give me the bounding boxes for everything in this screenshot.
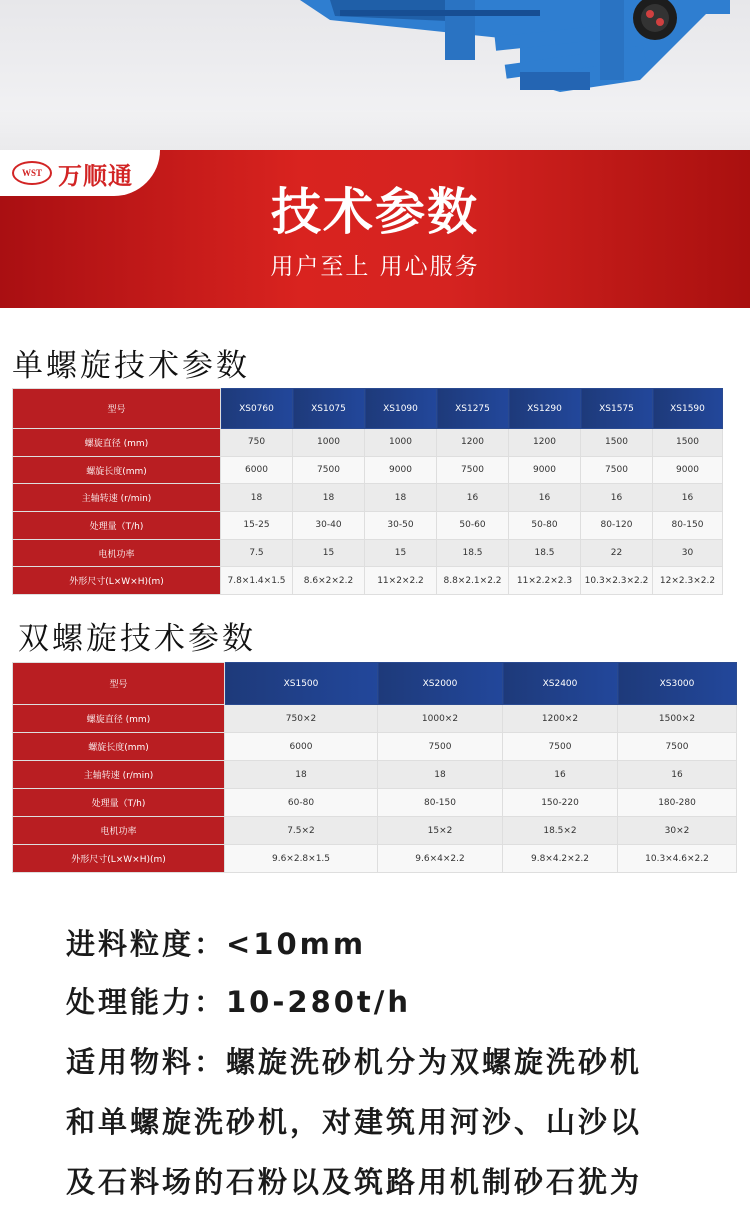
row-label-cell: 电机功率 bbox=[13, 817, 225, 845]
banner-title: 技术参数 bbox=[271, 183, 479, 241]
value-cell: 7500 bbox=[437, 456, 509, 484]
model-header-cell: XS2000 bbox=[378, 663, 503, 705]
value-cell: 10.3×2.3×2.2 bbox=[581, 567, 653, 595]
feed-size: 进料粒度：<10mm bbox=[66, 927, 367, 961]
row-label-cell: 处理量（T/h) bbox=[13, 512, 221, 540]
value-cell: 7.5×2 bbox=[225, 817, 378, 845]
table-row bbox=[13, 789, 737, 817]
machine-photo bbox=[0, 0, 750, 150]
value-cell: 9.6×4×2.2 bbox=[378, 845, 503, 873]
value-cell: 7.8×1.4×1.5 bbox=[221, 567, 293, 595]
table-row bbox=[13, 539, 723, 567]
value-cell: 18.5 bbox=[509, 539, 581, 567]
value-cell: 1500×2 bbox=[618, 705, 737, 733]
value-cell: 7500 bbox=[503, 733, 618, 761]
value-cell: 1200 bbox=[437, 429, 509, 457]
value-cell: 6000 bbox=[221, 456, 293, 484]
table-row bbox=[13, 705, 737, 733]
table-row bbox=[13, 817, 737, 845]
value-cell: 16 bbox=[437, 484, 509, 512]
brand-mark-icon: WST bbox=[12, 161, 52, 185]
model-header-cell: XS1275 bbox=[437, 389, 509, 429]
value-cell: 180-280 bbox=[618, 789, 737, 817]
value-cell: 80-120 bbox=[581, 512, 653, 540]
row-label-cell: 处理量（T/h) bbox=[13, 789, 225, 817]
value-cell: 11×2×2.2 bbox=[365, 567, 437, 595]
value-cell: 1500 bbox=[653, 429, 723, 457]
model-header-cell: XS1090 bbox=[365, 389, 437, 429]
value-cell: 10.3×4.6×2.2 bbox=[618, 845, 737, 873]
value-cell: 30×2 bbox=[618, 817, 737, 845]
value-cell: 50-80 bbox=[509, 512, 581, 540]
banner-subtitle: 用户至上 用心服务 bbox=[270, 254, 480, 280]
value-cell: 30 bbox=[653, 539, 723, 567]
value-cell: 7500 bbox=[378, 733, 503, 761]
value-cell: 7500 bbox=[581, 456, 653, 484]
row-label-cell: 电机功率 bbox=[13, 539, 221, 567]
table-row bbox=[13, 456, 723, 484]
value-cell: 30-50 bbox=[365, 512, 437, 540]
value-cell: 9000 bbox=[509, 456, 581, 484]
double-spiral-title: 双螺旋技术参数 bbox=[18, 621, 256, 657]
row-label-cell: 主轴转速 (r/min) bbox=[13, 484, 221, 512]
value-cell: 6000 bbox=[225, 733, 378, 761]
value-cell: 1000 bbox=[365, 429, 437, 457]
row-label-cell: 螺旋长度(mm) bbox=[13, 733, 225, 761]
row-label-cell: 螺旋直径 (mm) bbox=[13, 705, 225, 733]
value-cell: 15×2 bbox=[378, 817, 503, 845]
materials-line-1: 适用物料：螺旋洗砂机分为双螺旋洗砂机 bbox=[66, 1045, 643, 1079]
value-cell: 9000 bbox=[653, 456, 723, 484]
value-cell: 18.5 bbox=[437, 539, 509, 567]
table-row bbox=[13, 567, 723, 595]
header-label-cell: 型号 bbox=[13, 389, 221, 429]
value-cell: 16 bbox=[503, 761, 618, 789]
value-cell: 7.5 bbox=[221, 539, 293, 567]
value-cell: 18 bbox=[378, 761, 503, 789]
header-label-cell: 型号 bbox=[13, 663, 225, 705]
value-cell: 18 bbox=[365, 484, 437, 512]
value-cell: 9.8×4.2×2.2 bbox=[503, 845, 618, 873]
value-cell: 18.5×2 bbox=[503, 817, 618, 845]
table-row bbox=[13, 845, 737, 873]
value-cell: 750 bbox=[221, 429, 293, 457]
model-header-cell: XS1290 bbox=[509, 389, 581, 429]
brand-name: 万顺通 bbox=[58, 161, 133, 190]
model-header-cell: XS0760 bbox=[221, 389, 293, 429]
capacity: 处理能力：10-280t/h bbox=[66, 985, 412, 1019]
value-cell: 1200×2 bbox=[503, 705, 618, 733]
model-header-cell: XS1500 bbox=[225, 663, 378, 705]
table-row bbox=[13, 761, 737, 789]
value-cell: 50-60 bbox=[437, 512, 509, 540]
row-label-cell: 螺旋长度(mm) bbox=[13, 456, 221, 484]
table-row bbox=[13, 512, 723, 540]
row-label-cell: 外形尺寸(L×W×H)(m) bbox=[13, 845, 225, 873]
model-header-cell: XS2400 bbox=[503, 663, 618, 705]
value-cell: 15 bbox=[293, 539, 365, 567]
value-cell: 12×2.3×2.2 bbox=[653, 567, 723, 595]
materials-line-3: 及石料场的石粉以及筑路用机制砂石犹为 bbox=[66, 1165, 643, 1199]
value-cell: 30-40 bbox=[293, 512, 365, 540]
value-cell: 18 bbox=[293, 484, 365, 512]
value-cell: 80-150 bbox=[653, 512, 723, 540]
materials-line-2: 和单螺旋洗砂机，对建筑用河沙、山沙以 bbox=[66, 1105, 643, 1139]
banner bbox=[0, 150, 750, 308]
table-row bbox=[13, 429, 723, 457]
value-cell: 16 bbox=[618, 761, 737, 789]
value-cell: 1200 bbox=[509, 429, 581, 457]
value-cell: 7500 bbox=[618, 733, 737, 761]
model-header-cell: XS3000 bbox=[618, 663, 737, 705]
value-cell: 9.6×2.8×1.5 bbox=[225, 845, 378, 873]
value-cell: 1500 bbox=[581, 429, 653, 457]
table-header-row bbox=[13, 663, 737, 705]
row-label-cell: 外形尺寸(L×W×H)(m) bbox=[13, 567, 221, 595]
table-header-row bbox=[13, 389, 723, 429]
value-cell: 7500 bbox=[293, 456, 365, 484]
value-cell: 750×2 bbox=[225, 705, 378, 733]
value-cell: 60-80 bbox=[225, 789, 378, 817]
value-cell: 15-25 bbox=[221, 512, 293, 540]
value-cell: 80-150 bbox=[378, 789, 503, 817]
table-row bbox=[13, 733, 737, 761]
value-cell: 18 bbox=[221, 484, 293, 512]
table-row bbox=[13, 484, 723, 512]
value-cell: 16 bbox=[653, 484, 723, 512]
value-cell: 8.6×2×2.2 bbox=[293, 567, 365, 595]
model-header-cell: XS1575 bbox=[581, 389, 653, 429]
value-cell: 18 bbox=[225, 761, 378, 789]
row-label-cell: 螺旋直径 (mm) bbox=[13, 429, 221, 457]
value-cell: 9000 bbox=[365, 456, 437, 484]
value-cell: 22 bbox=[581, 539, 653, 567]
double-spiral-table bbox=[12, 662, 737, 873]
single-spiral-title: 单螺旋技术参数 bbox=[12, 348, 250, 384]
value-cell: 16 bbox=[509, 484, 581, 512]
value-cell: 1000 bbox=[293, 429, 365, 457]
value-cell: 11×2.2×2.3 bbox=[509, 567, 581, 595]
value-cell: 16 bbox=[581, 484, 653, 512]
model-header-cell: XS1075 bbox=[293, 389, 365, 429]
single-spiral-table bbox=[12, 388, 723, 595]
value-cell: 150-220 bbox=[503, 789, 618, 817]
value-cell: 8.8×2.1×2.2 bbox=[437, 567, 509, 595]
value-cell: 1000×2 bbox=[378, 705, 503, 733]
model-header-cell: XS1590 bbox=[653, 389, 723, 429]
value-cell: 15 bbox=[365, 539, 437, 567]
row-label-cell: 主轴转速 (r/min) bbox=[13, 761, 225, 789]
